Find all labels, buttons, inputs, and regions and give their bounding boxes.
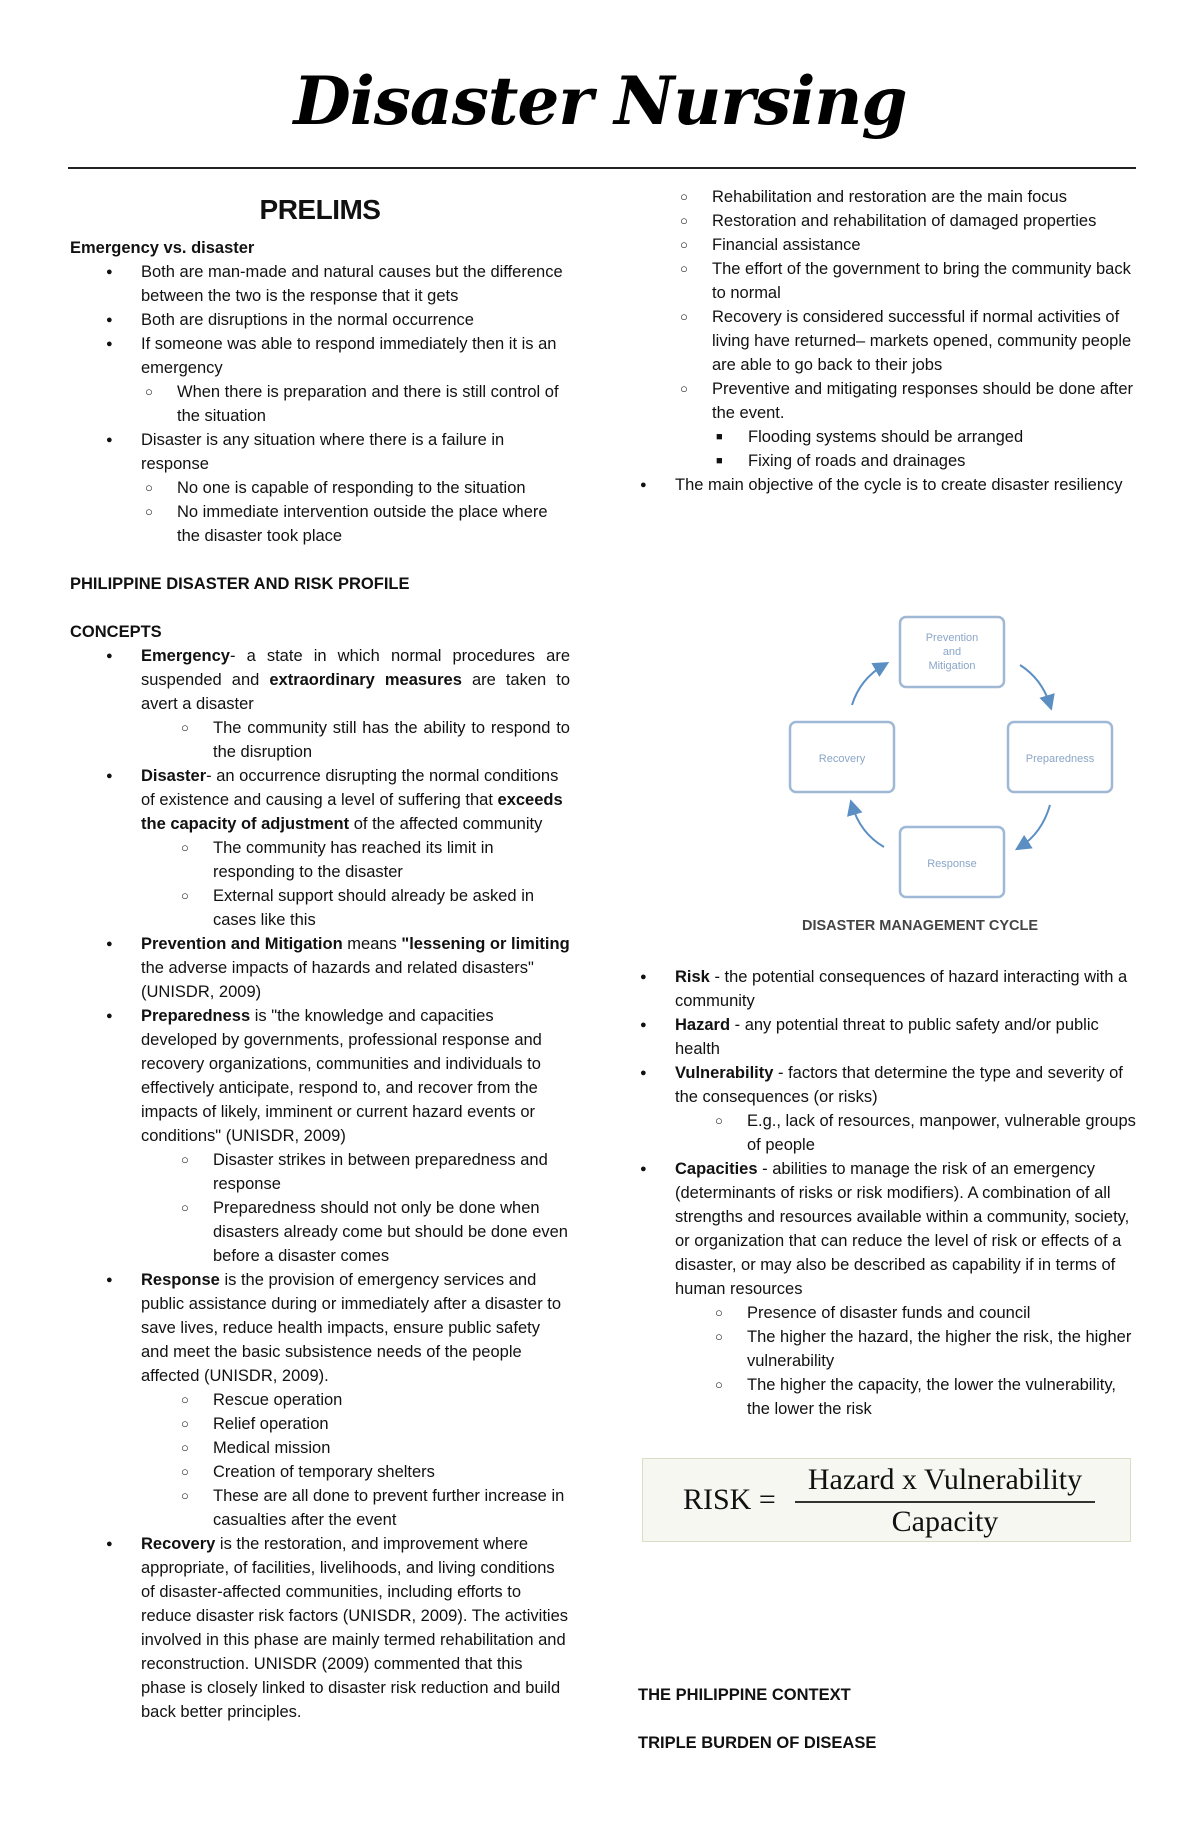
- sub-sub-list-item: ■ Fixing of roads and drainages: [712, 449, 1140, 473]
- concept-emergency: ● Emergency- a state in which normal procedures are suspended and extraordinary measures are taken to avert a disaster ○ The community still has the ability to respond to the disruption: [70, 644, 570, 764]
- prevention-stage-label-2: and: [942, 646, 962, 658]
- preparedness-stage-label: Preparedness: [1025, 753, 1095, 765]
- profile-title: PHILIPPINE DISASTER AND RISK PROFILE: [70, 575, 410, 593]
- left-column: [70, 190, 570, 1724]
- sub-list-item: ○ E.g., lack of resources, manpower, vulnerable groups of people: [675, 1109, 1140, 1157]
- risk-formula-lhs: RISK =: [683, 1483, 776, 1516]
- list-item: ● Disaster is any situation where there is a failure in response ○ No one is capable of responding to the situation ○ No immediate intervention outside the place where the disaster took place: [70, 428, 570, 548]
- sub-list-item: ○ No immediate intervention outside the place where the disaster took place: [141, 500, 570, 548]
- term-risk: ● Risk - the potential consequences of hazard interacting with a community: [604, 965, 1140, 1013]
- concept-preparedness: ● Preparedness is "the knowledge and capacities developed by governments, professional response and recovery organizations, communities and individuals to effectively anticipate, respond to, and recover from the impacts of likely, imminent or current hazard events or conditions" (UNISDR, 2009) ○ Disaster strikes in between preparedness and response ○ Preparedness should not only be done when disasters already come but should be done even before a disaster comes: [70, 1004, 570, 1268]
- term-capacities: ● Capacities - abilities to manage the risk of an emergency (determinants of risks or risk modifiers). A combination of all strengths and resources available within a community, society, or organization that can reduce the level of risk or effects of a disaster, or may also be described as capability if in terms of human resources ○ Presence of disaster funds and council ○ The higher the hazard, the higher the risk, the higher vulnerability ○ The higher the capacity, the lower the vulnerability, the lower the risk: [604, 1157, 1140, 1421]
- concept-response: ● Response is the provision of emergency services and public assistance during or immediately after a disaster to save lives, reduce health impacts, ensure public safety and meet the basic subsistence needs of the people affected (UNISDR, 2009). ○ Rescue operation ○ Relief operation ○ Medical mission ○ Creation of temporary shelters ○ These are all done to prevent further increase in casualties after the event: [70, 1268, 570, 1532]
- sub-list-item: ○ The higher the hazard, the higher the risk, the higher vulnerability: [675, 1325, 1140, 1373]
- sub-list-item: ○ Preventive and mitigating responses should be done after the event. ■ Flooding systems should be arranged ■ Fixing of roads and drainages: [640, 377, 1140, 473]
- sub-list-item: ○ The community has reached its limit in responding to the disaster: [141, 836, 570, 884]
- sub-list-item: ○ Presence of disaster funds and council: [675, 1301, 1140, 1325]
- cycle-arrow-4: [852, 665, 884, 705]
- cycle-arrow-1: [1020, 665, 1050, 705]
- sub-list-item: ○ Disaster strikes in between preparedness and response: [141, 1148, 570, 1196]
- prevention-stage-label-1: Prevention: [925, 632, 979, 644]
- sub-list-item: ○ The community still has the ability to respond to the disruption: [141, 716, 570, 764]
- list-item: ● Both are disruptions in the normal occurrence: [70, 308, 570, 332]
- concept-disaster: ● Disaster- an occurrence disrupting the normal conditions of existence and causing a level of suffering that exceeds the capacity of adjustment of the affected community ○ The community has reached its limit in responding to the disaster ○ External support should already be asked in cases like this: [70, 764, 570, 932]
- cycle-arrow-2: [1020, 805, 1050, 847]
- sub-list-item: ○ Medical mission: [141, 1436, 570, 1460]
- sub-list-item: ○ The higher the capacity, the lower the vulnerability, the lower the risk: [675, 1373, 1140, 1421]
- sub-sub-list-item: ■ Flooding systems should be arranged: [712, 425, 1140, 449]
- risk-terms-list: [604, 965, 1140, 1421]
- sub-list-item: ○ Recovery is considered successful if normal activities of living have returned– markets opened, community people are able to go back to their jobs: [640, 305, 1140, 377]
- disaster-management-cycle-diagram: [780, 605, 1120, 945]
- cycle-caption: DISASTER MANAGEMENT CYCLE: [801, 918, 1039, 934]
- sub-list-item: ○ These are all done to prevent further increase in casualties after the event: [141, 1484, 570, 1532]
- sub-list-item: ○ No one is capable of responding to the situation: [141, 476, 570, 500]
- sub-list-item: ○ Rescue operation: [141, 1388, 570, 1412]
- sub-list-item: ○ When there is preparation and there is still control of the situation: [141, 380, 570, 428]
- objective-list: [604, 473, 1140, 497]
- triple-burden-heading: TRIPLE BURDEN OF DISEASE: [638, 1734, 877, 1752]
- concepts-list: [70, 644, 570, 1724]
- list-item: ● If someone was able to respond immediately then it is an emergency ○ When there is preparation and there is still control of the situation: [70, 332, 570, 428]
- sub-list-item: ○ External support should already be asked in cases like this: [141, 884, 570, 932]
- list-item: ● Both are man-made and natural causes but the difference between the two is the response that it gets: [70, 260, 570, 308]
- emergency-vs-disaster-list: [70, 260, 570, 548]
- right-column: [640, 185, 1140, 497]
- prelims-heading: PRELIMS: [259, 194, 381, 225]
- risk-formula-box: [642, 1458, 1131, 1542]
- philippine-context-heading: THE PHILIPPINE CONTEXT: [638, 1686, 851, 1704]
- recovery-stage-label: Recovery: [818, 753, 866, 765]
- sub-list-item: ○ Creation of temporary shelters: [141, 1460, 570, 1484]
- title-divider: [68, 167, 1136, 169]
- sub-list-item: ○ Preparedness should not only be done when disasters already come but should be done even before a disaster comes: [141, 1196, 570, 1268]
- concepts-title: CONCEPTS: [70, 623, 162, 641]
- sub-list-item: ○ Rehabilitation and restoration are the main focus: [640, 185, 1140, 209]
- right-column-lower: [640, 965, 1140, 1421]
- document-title: Disaster Nursing: [293, 62, 907, 140]
- sub-list-item: ○ Restoration and rehabilitation of damaged properties: [640, 209, 1140, 233]
- prevention-stage-label-3: Mitigation: [928, 660, 976, 672]
- sub-list-item: ○ The effort of the government to bring the community back to normal: [640, 257, 1140, 305]
- cycle-arrow-3: [852, 805, 884, 847]
- response-stage-label: Response: [927, 858, 977, 870]
- list-item: ● The main objective of the cycle is to create disaster resiliency: [604, 473, 1140, 497]
- concept-recovery: ● Recovery is the restoration, and improvement where appropriate, of facilities, livelihoods, and living conditions of disaster-affected communities, including efforts to reduce disaster risk factors (UNISDR, 2009). The activities involved in this phase are mainly termed rehabilitation and reconstruction. UNISDR (2009) commented that this phase is closely linked to disaster risk reduction and build back better principles.: [70, 1532, 570, 1724]
- term-hazard: ● Hazard - any potential threat to public safety and/or public health: [604, 1013, 1140, 1061]
- risk-formula-fraction-bar: [795, 1501, 1095, 1503]
- risk-formula-denominator: Capacity: [891, 1505, 999, 1538]
- sub-list-item: ○ Relief operation: [141, 1412, 570, 1436]
- recovery-sub-list: [640, 185, 1140, 473]
- sub-list-item: ○ Financial assistance: [640, 233, 1140, 257]
- emergency-vs-disaster-title: Emergency vs. disaster: [70, 239, 255, 257]
- concept-prevention: ● Prevention and Mitigation means "lessening or limiting the adverse impacts of hazards and related disasters" (UNISDR, 2009): [70, 932, 570, 1004]
- risk-formula-numerator: Hazard x Vulnerability: [807, 1463, 1083, 1496]
- term-vulnerability: ● Vulnerability - factors that determine the type and severity of the consequences (or risks) ○ E.g., lack of resources, manpower, vulnerable groups of people: [604, 1061, 1140, 1157]
